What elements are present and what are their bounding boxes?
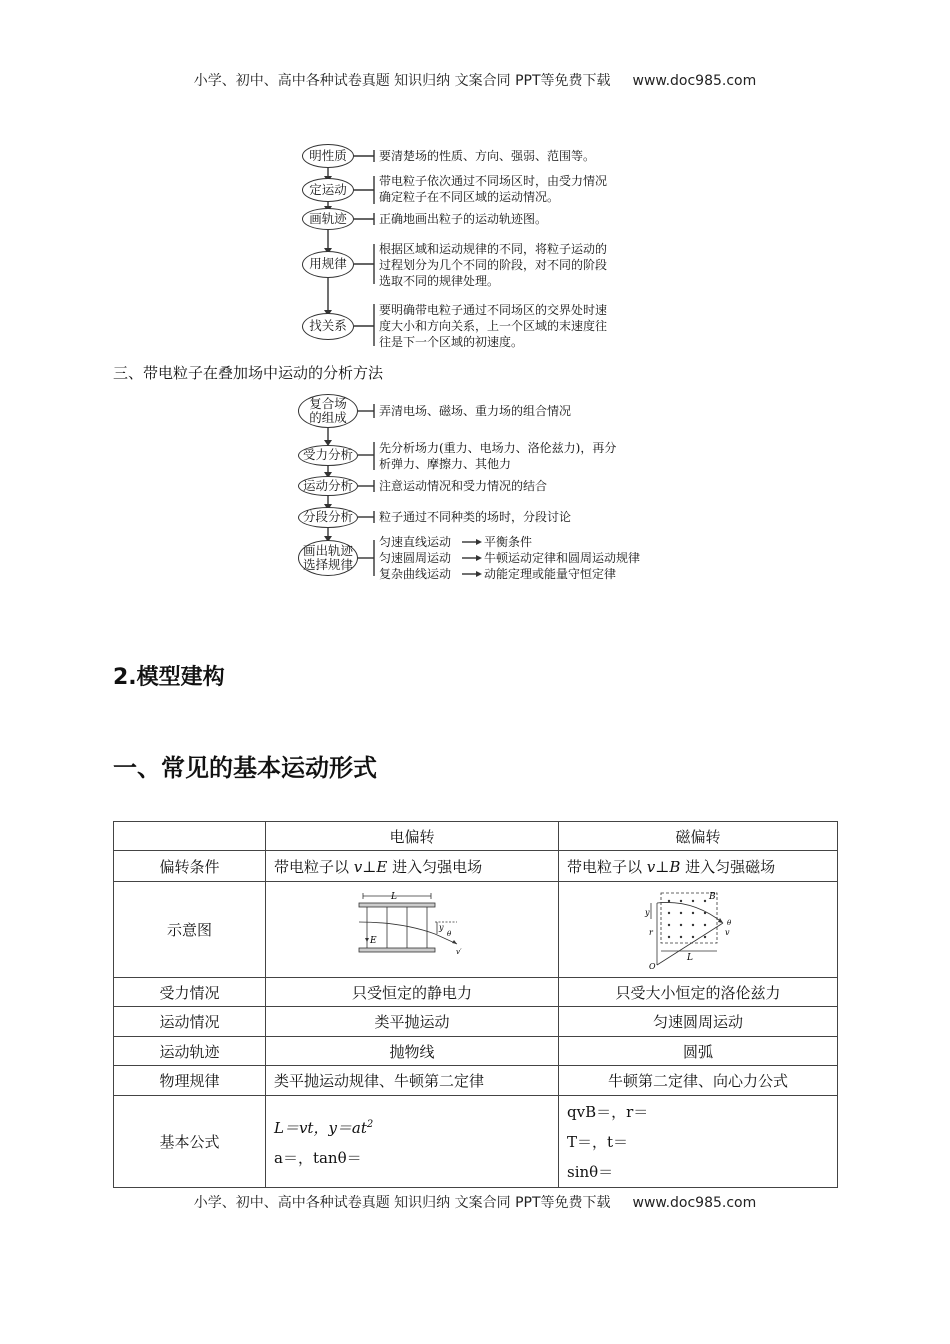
flow1-text-4b: 过程划分为几个不同的阶段，对不同的阶段 [379,258,608,272]
formula-m-line1: qvB＝，r＝ [567,1102,649,1121]
flow1-text-2a: 带电粒子依次通过不同场区时，由受力情况 [379,174,608,188]
flow2-branch-3-motion: 复杂曲线运动 [379,567,452,581]
flow2-node-3: 运动分析 [298,476,358,496]
table-row [114,851,838,882]
row-electric-value: 抛物线 [266,1037,559,1066]
magnetic-field-figure [643,889,753,971]
flow1-text-4c: 选取不同的规律处理。 [379,274,500,288]
row-magnetic-value: 圆弧 [559,1037,838,1066]
row-magnetic-value: 匀速圆周运动 [559,1007,838,1037]
cond-e-E: E [376,857,388,876]
table-head-magnetic: 磁偏转 [559,822,838,851]
formula-m-line3: sinθ＝ [567,1162,614,1181]
formula-electric [266,1096,559,1188]
cond-m-v: v [646,857,656,876]
footer-url[interactable]: www.doc985.com [632,1195,757,1211]
row-electric-value: 只受恒定的静电力 [266,978,559,1007]
e-fig-E: E [370,935,377,946]
flow2-branch-3-rule: 动能定理或能量守恒定律 [484,567,617,581]
row-label: 运动轨迹 [114,1037,266,1066]
m-fig-y: y [645,907,650,917]
flow2-node-5-line2: 选择规律 [302,557,353,572]
flow2-text-4: 粒子通过不同种类的场时，分段讨论 [379,510,572,524]
row-label: 偏转条件 [114,851,266,882]
table-row [114,1096,838,1188]
flow1-node-2: 定运动 [302,178,354,202]
row-magnetic-value: 只受大小恒定的洛伦兹力 [559,978,838,1007]
flow2-branch-1-motion: 匀速直线运动 [379,535,452,549]
m-fig-v: v [725,927,730,937]
page-footer [0,1192,950,1212]
cond-e-perp: ⊥ [362,857,377,876]
cond-e-pre: 带电粒子以 [274,857,354,876]
flow2-branch-2-rule: 牛顿运动定律和圆周运动规律 [484,551,641,565]
table-head-blank [114,822,266,851]
formula-m-line2: T＝，t＝ [567,1132,629,1151]
table-header-row [114,822,838,851]
table-row [114,1066,838,1096]
flow1-node-3: 画轨迹 [302,208,354,230]
header-url[interactable]: www.doc985.com [632,73,757,89]
flow1-text-5b: 度大小和方向关系，上一个区域的末速度往 [379,319,608,333]
flow2-text-2a: 先分析场力(重力、电场力、洛伦兹力)，再分 [379,441,617,455]
row-label: 基本公式 [114,1096,266,1188]
row-label: 物理规律 [114,1066,266,1096]
flow1-text-4a: 根据区域和运动规律的不同，将粒子运动的 [379,242,608,256]
cond-e-v: v [353,857,363,876]
cond-e-post: 进入匀强电场 [387,857,483,876]
cond-m-pre: 带电粒子以 [567,857,647,876]
header-text: 小学、初中、高中各种试卷真题 知识归纳 文案合同 PPT等免费下载 [193,73,611,89]
flow2-node-1 [298,394,358,428]
flow1-node-4: 用规律 [302,251,354,278]
cond-m-post: 进入匀强磁场 [680,857,776,876]
magnetic-deflection-diagram [559,882,838,978]
section-3-title: 三、带电粒子在叠加场中运动的分析方法 [113,364,384,382]
table-row [114,1007,838,1037]
row-label: 示意图 [114,882,266,978]
flow2-node-5-line1: 画出轨迹 [302,542,353,558]
m-fig-theta: θ [727,918,732,927]
e-fig-theta: θ [447,929,452,938]
row-label: 受力情况 [114,978,266,1007]
cond-m-B: B [669,857,681,876]
flow2-branch-1-rule: 平衡条件 [484,535,533,549]
flow1-text-1: 要清楚场的性质、方向、强弱、范围等。 [379,149,596,163]
m-fig-r: r [649,927,653,937]
cond-magnetic [559,851,838,882]
flow2-node-1-line1: 复合场 [309,395,347,411]
formula-e1: L＝vt，y＝at [274,1119,367,1137]
flow2-node-2: 受力分析 [298,445,358,466]
flow2-node-1-line2: 的组成 [309,410,347,425]
table-row [114,1037,838,1066]
flow1-text-5a: 要明确带电粒子通过不同场区的交界处时速 [379,303,608,317]
formula-e1-sup: 2 [366,1119,374,1130]
row-magnetic-value: 牛顿第二定律、向心力公式 [559,1066,838,1096]
e-fig-vprime: v′ [456,947,462,956]
flowchart-combined-field [0,0,950,600]
electric-deflection-diagram [266,882,559,978]
table-head-electric: 电偏转 [266,822,559,851]
formula-magnetic [559,1096,838,1188]
flow2-branch-2-motion: 匀速圆周运动 [379,551,452,565]
footer-text: 小学、初中、高中各种试卷真题 知识归纳 文案合同 PPT等免费下载 [193,1195,611,1211]
row-label: 运动情况 [114,1007,266,1037]
formula-e-line2: a＝，tanθ＝ [274,1149,362,1167]
flow2-node-5 [298,540,358,576]
flow2-text-3: 注意运动情况和受力情况的结合 [379,479,548,493]
electric-field-figure [357,890,467,970]
flow2-text-1: 弄清电场、磁场、重力场的组合情况 [379,404,572,418]
table-row [114,882,838,978]
flow1-text-3: 正确地画出粒子的运动轨迹图。 [379,212,548,226]
flow2-node-4: 分段分析 [298,507,358,528]
flow1-node-5: 找关系 [302,313,354,340]
flow2-text-2b: 析弹力、摩擦力、其他力 [379,457,512,471]
row-electric-value: 类平抛运动 [266,1007,559,1037]
m-fig-L: L [687,952,693,963]
heading-basic-motion: 一、常见的基本运动形式 [113,754,377,782]
formula-e-line1 [274,1110,550,1143]
flow1-text-5c: 往是下一个区域的初速度。 [379,335,524,349]
m-fig-O: O [649,961,656,971]
cond-electric [266,851,559,882]
m-fig-B: B [709,891,716,902]
heading-model-construction: 2.模型建构 [113,665,225,690]
cond-m-perp: ⊥ [655,857,670,876]
e-fig-L: L [391,891,397,902]
flow1-text-2b: 确定粒子在不同区域的运动情况。 [379,190,560,204]
e-fig-y: y [439,922,444,932]
flow1-node-1: 明性质 [302,144,354,168]
row-electric-value: 类平抛运动规律、牛顿第二定律 [266,1066,559,1096]
comparison-table [113,821,838,1188]
table-row [114,978,838,1007]
